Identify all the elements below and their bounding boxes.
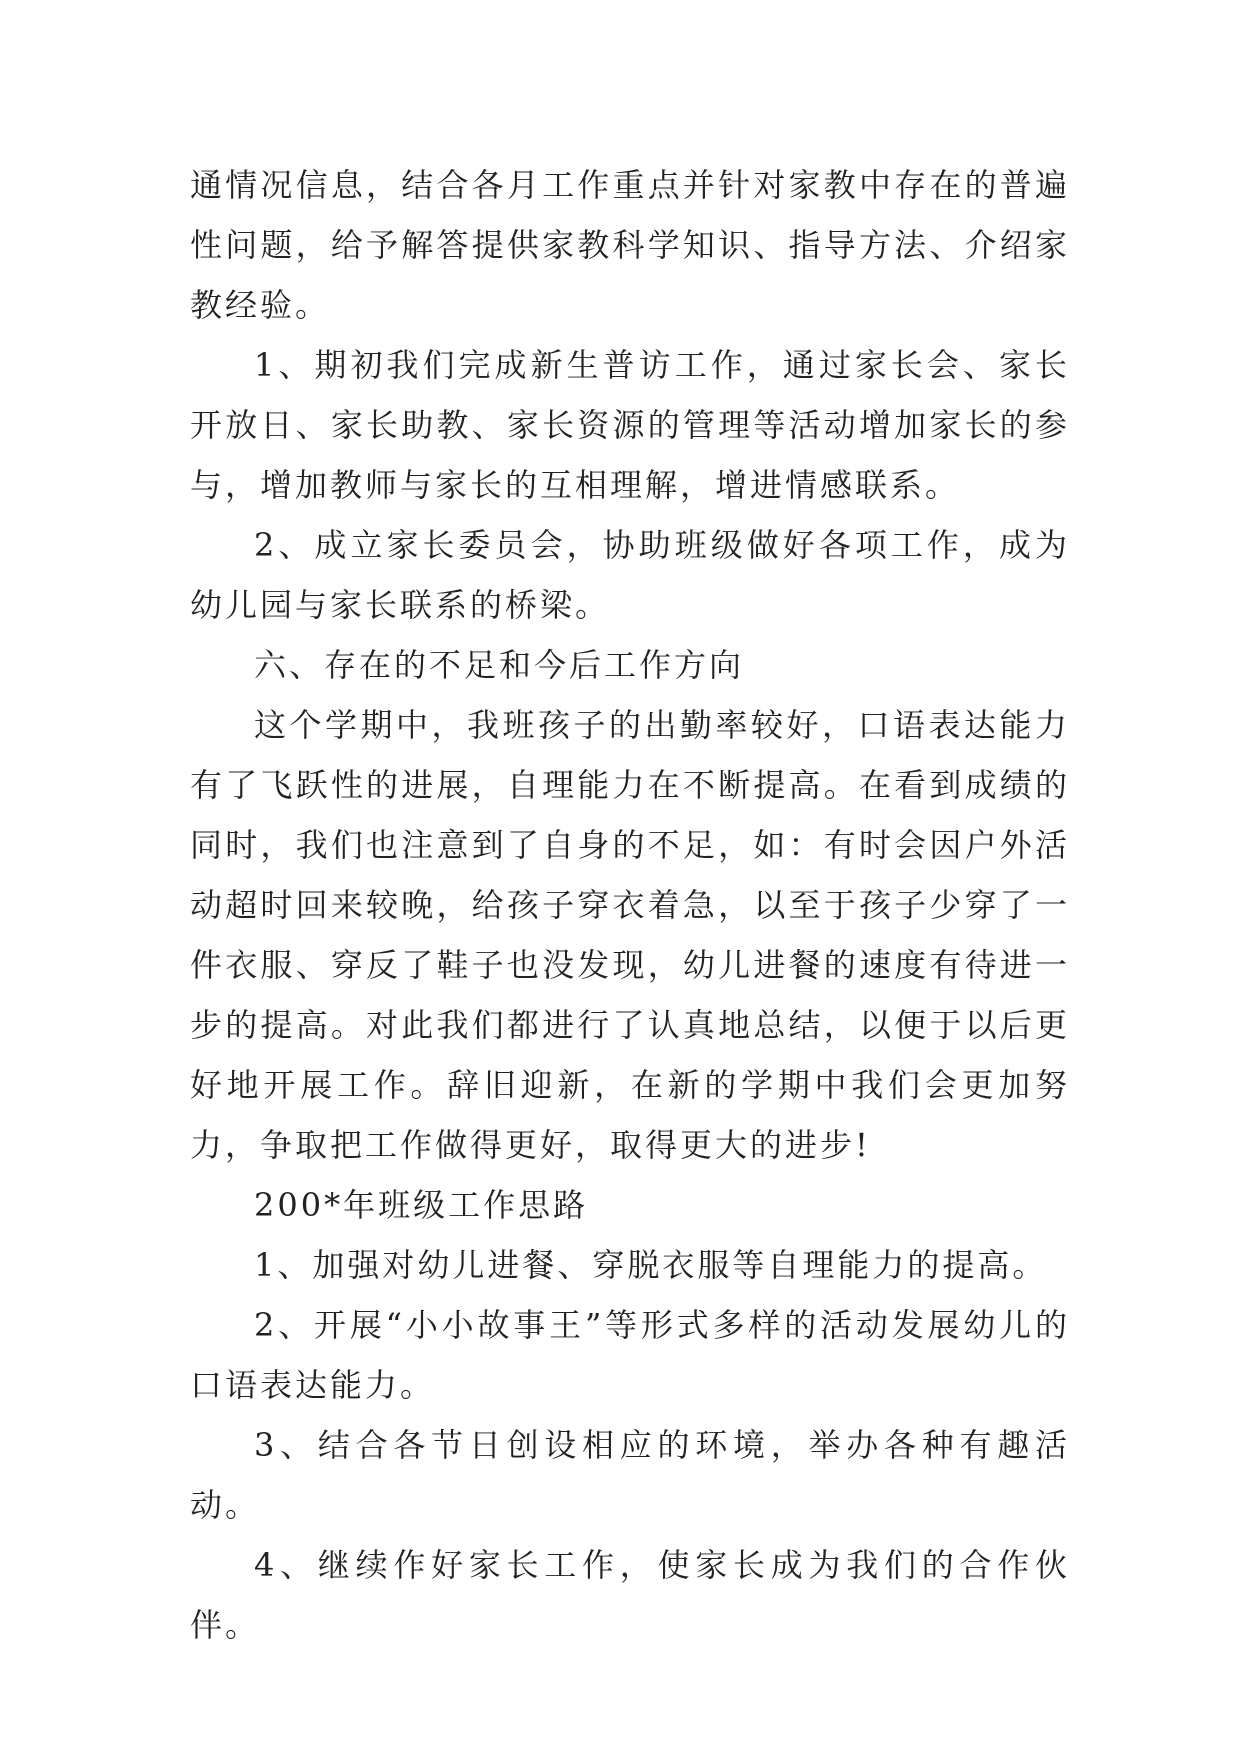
paragraph-item-1: 1、期初我们完成新生普访工作，通过家长会、家长开放日、家长助教、家长资源的管理等活动增加家长的参与，增加教师与家长的互相理解，增进情感联系。 xyxy=(190,346,1070,504)
paragraph-summary: 这个学期中，我班孩子的出勤率较好，口语表达能力有了飞跃性的进展，自理能力在不断提高。在看到成绩的同时，我们也注意到了自身的不足，如：有时会因户外活动超时回来较晚，给孩子穿衣着急，以至于孩子少穿了一件衣服、穿反了鞋子也没发现，幼儿进餐的速度有待进一步的提高。对此我们都进行了认真地总结，以便于以后更好地开展工作。辞旧迎新，在新的学期中我们会更加努力，争取把工作做得更好，取得更大的进步! xyxy=(190,706,1070,1164)
paragraph-item-2: 2、成立家长委员会，协助班级做好各项工作，成为幼儿园与家长联系的桥梁。 xyxy=(190,526,1070,624)
plan-item-4: 4、继续作好家长工作，使家长成为我们的合作伙伴。 xyxy=(190,1546,1070,1644)
paragraph-continuation: 通情况信息，结合各月工作重点并针对家教中存在的普遍性问题，给予解答提供家教科学知识、指导方法、介绍家教经验。 xyxy=(190,166,1070,324)
document-body xyxy=(190,155,1070,1655)
section-heading-shortcomings: 六、存在的不足和今后工作方向 xyxy=(254,646,745,684)
plan-item-2: 2、开展“小小故事王”等形式多样的活动发展幼儿的口语表达能力。 xyxy=(190,1306,1070,1404)
plan-item-3: 3、结合各节日创设相应的环境，举办各种有趣活动。 xyxy=(190,1426,1070,1524)
section-heading-work-plan: 200*年班级工作思路 xyxy=(254,1186,589,1224)
plan-item-1: 1、加强对幼儿进餐、穿脱衣服等自理能力的提高。 xyxy=(254,1246,1048,1284)
